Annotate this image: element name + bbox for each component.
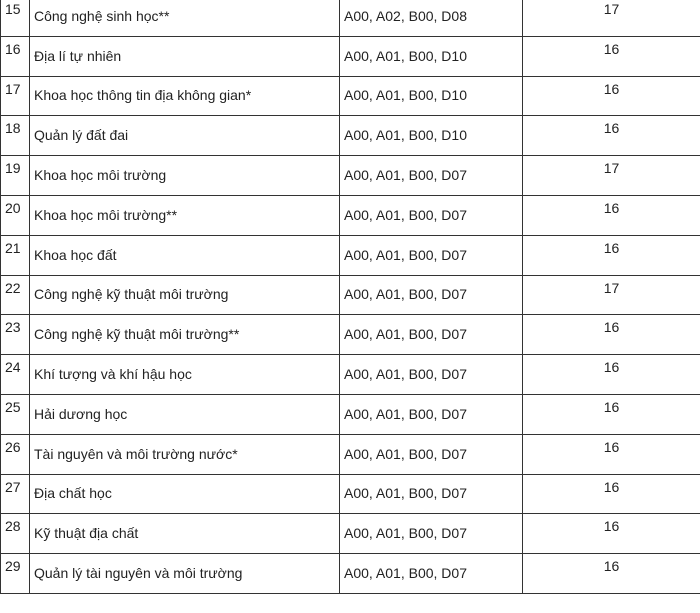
table-row (1, 514, 700, 554)
cutoff-score: 16 (523, 394, 700, 434)
subject-combination: A00, A01, B00, D07 (340, 156, 523, 196)
subject-combination: A00, A01, B00, D07 (340, 195, 523, 235)
subject-combination: A00, A01, B00, D07 (340, 355, 523, 395)
cutoff-score: 16 (523, 315, 700, 355)
table-row (1, 554, 700, 594)
subject-combination: A00, A01, B00, D07 (340, 514, 523, 554)
row-number: 24 (1, 355, 30, 395)
cutoff-score: 16 (523, 514, 700, 554)
major-name: Địa lí tự nhiên (30, 36, 340, 76)
cutoff-score: 16 (523, 355, 700, 395)
row-number: 15 (1, 0, 30, 36)
row-number: 16 (1, 36, 30, 76)
major-name: Kỹ thuật địa chất (30, 514, 340, 554)
row-number: 27 (1, 474, 30, 514)
cutoff-score: 17 (523, 0, 700, 36)
table-row (1, 434, 700, 474)
subject-combination: A00, A01, B00, D07 (340, 554, 523, 594)
row-number: 19 (1, 156, 30, 196)
subject-combination: A00, A01, B00, D07 (340, 394, 523, 434)
row-number: 25 (1, 394, 30, 434)
major-name: Công nghệ kỹ thuật môi trường (30, 275, 340, 315)
subject-combination: A00, A02, B00, D08 (340, 0, 523, 36)
cutoff-score: 16 (523, 434, 700, 474)
cutoff-score: 16 (523, 235, 700, 275)
subject-combination: A00, A01, B00, D10 (340, 36, 523, 76)
subject-combination: A00, A01, B00, D07 (340, 235, 523, 275)
cutoff-score: 16 (523, 554, 700, 594)
cutoff-score: 17 (523, 275, 700, 315)
table-row (1, 394, 700, 434)
table-row (1, 275, 700, 315)
table-row (1, 156, 700, 196)
cutoff-score: 16 (523, 195, 700, 235)
major-name: Khí tượng và khí hậu học (30, 355, 340, 395)
major-name: Công nghệ kỹ thuật môi trường** (30, 315, 340, 355)
row-number: 26 (1, 434, 30, 474)
row-number: 23 (1, 315, 30, 355)
table-row (1, 76, 700, 116)
cutoff-score: 16 (523, 474, 700, 514)
major-name: Công nghệ sinh học** (30, 0, 340, 36)
major-name: Khoa học đất (30, 235, 340, 275)
table-row (1, 355, 700, 395)
cutoff-score: 17 (523, 156, 700, 196)
major-name: Khoa học môi trường (30, 156, 340, 196)
table-row (1, 116, 700, 156)
row-number: 20 (1, 195, 30, 235)
subject-combination: A00, A01, B00, D07 (340, 275, 523, 315)
cutoff-score: 16 (523, 116, 700, 156)
major-name: Khoa học môi trường** (30, 195, 340, 235)
table-row (1, 195, 700, 235)
cutoff-score: 16 (523, 76, 700, 116)
subject-combination: A00, A01, B00, D07 (340, 474, 523, 514)
subject-combination: A00, A01, B00, D07 (340, 315, 523, 355)
table-row (1, 474, 700, 514)
major-name: Quản lý đất đai (30, 116, 340, 156)
table-row (1, 315, 700, 355)
major-name: Khoa học thông tin địa không gian* (30, 76, 340, 116)
major-name: Quản lý tài nguyên và môi trường (30, 554, 340, 594)
major-name: Địa chất học (30, 474, 340, 514)
row-number: 17 (1, 76, 30, 116)
row-number: 28 (1, 514, 30, 554)
subject-combination: A00, A01, B00, D10 (340, 116, 523, 156)
cutoff-score: 16 (523, 36, 700, 76)
major-name: Hải dương học (30, 394, 340, 434)
row-number: 18 (1, 116, 30, 156)
major-name: Tài nguyên và môi trường nước* (30, 434, 340, 474)
table-row (1, 0, 700, 36)
table-body (1, 0, 700, 593)
row-number: 29 (1, 554, 30, 594)
row-number: 22 (1, 275, 30, 315)
row-number: 21 (1, 235, 30, 275)
table-row (1, 235, 700, 275)
subject-combination: A00, A01, B00, D10 (340, 76, 523, 116)
subject-combination: A00, A01, B00, D07 (340, 434, 523, 474)
table-row (1, 36, 700, 76)
